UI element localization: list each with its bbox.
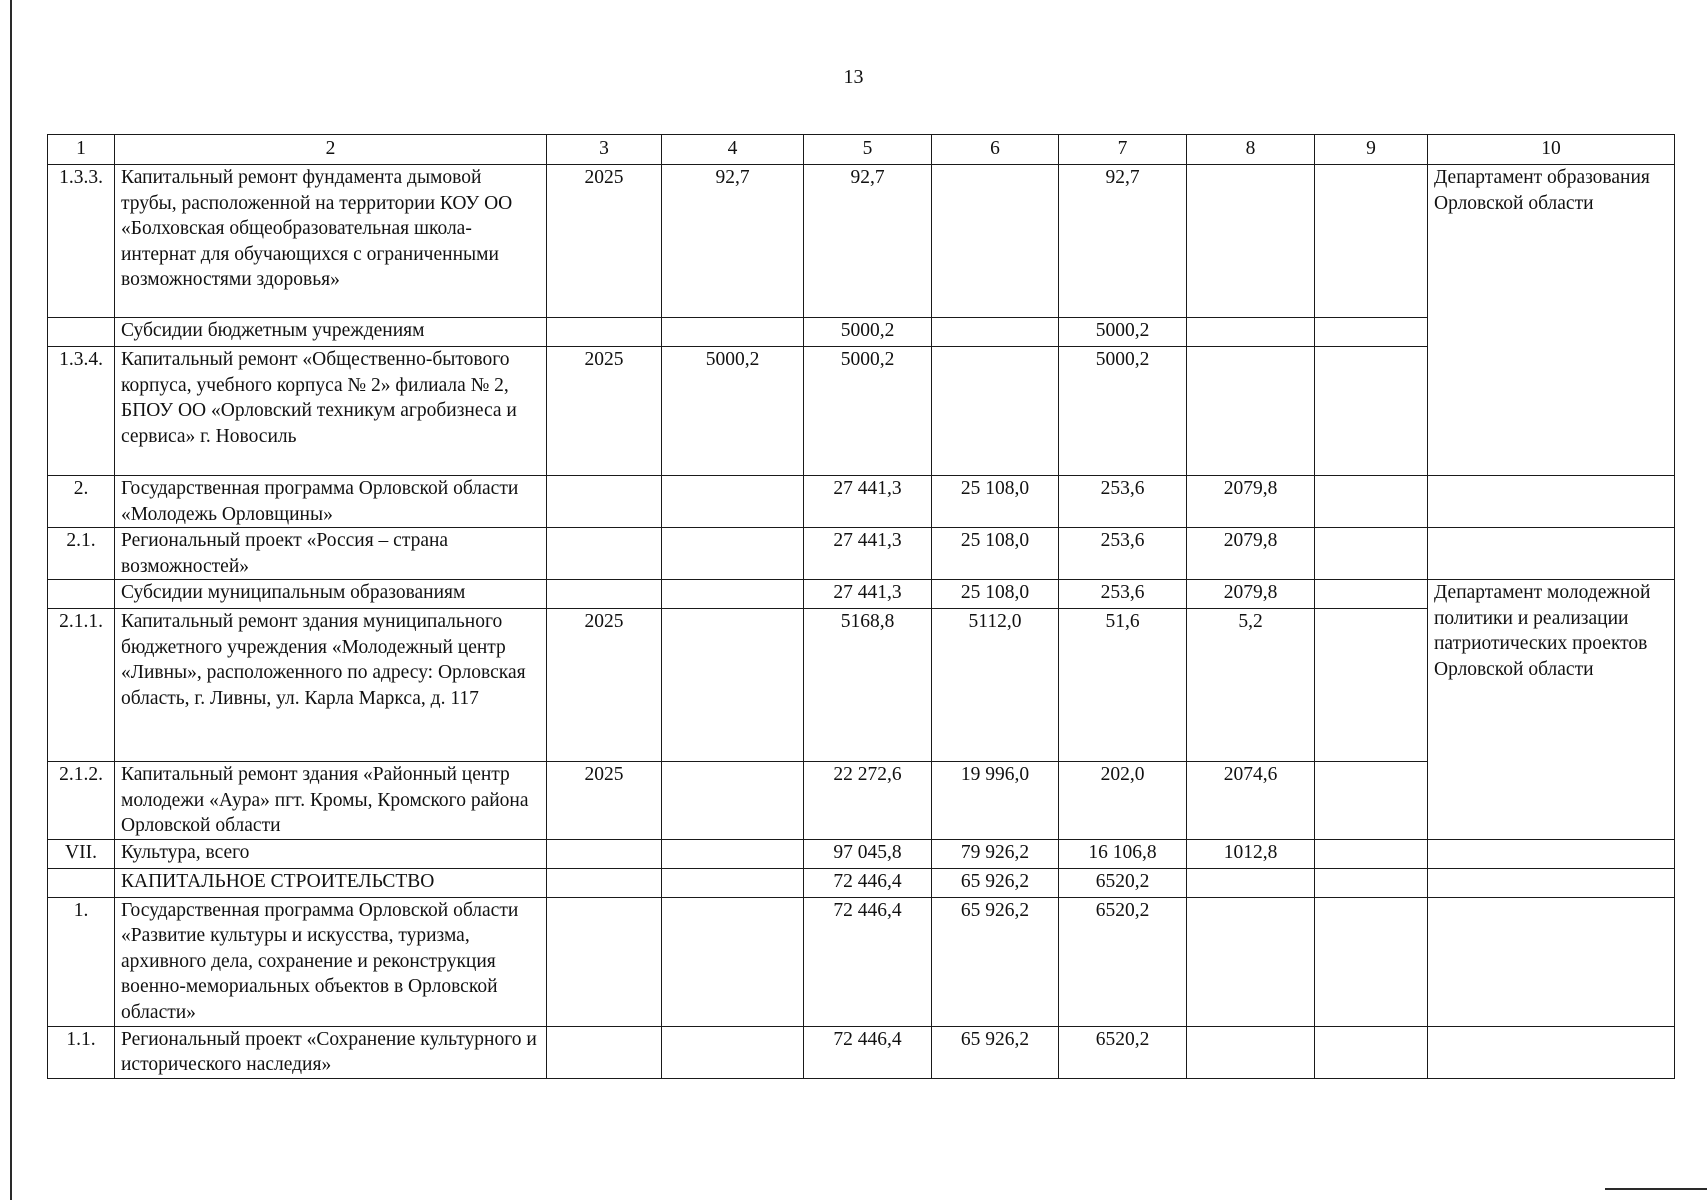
row-number: 1.1. [48, 1026, 115, 1078]
row-value-col7: 253,6 [1059, 528, 1187, 580]
row-value-col8 [1187, 318, 1315, 347]
row-value-col9 [1315, 528, 1428, 580]
header-cell: 3 [547, 135, 662, 165]
row-value-col9 [1315, 165, 1428, 318]
row-value-col10 [1428, 897, 1675, 1026]
row-value-col9 [1315, 476, 1428, 528]
row-value-col10 [1428, 476, 1675, 528]
row-value-col6: 19 996,0 [932, 762, 1059, 840]
row-value-col4: 5000,2 [662, 347, 804, 476]
header-cell: 1 [48, 135, 115, 165]
row-number: 2.1.1. [48, 609, 115, 762]
row-value-col6: 25 108,0 [932, 476, 1059, 528]
row-value-col7: 5000,2 [1059, 347, 1187, 476]
row-value-col5: 72 446,4 [804, 868, 932, 897]
row-value-col4: 92,7 [662, 165, 804, 318]
row-value-col4 [662, 1026, 804, 1078]
header-cell: 5 [804, 135, 932, 165]
budget-table [47, 134, 1675, 1079]
row-value-col6: 65 926,2 [932, 1026, 1059, 1078]
row-value-col6 [932, 347, 1059, 476]
row-number: 1.3.3. [48, 165, 115, 318]
row-name: КАПИТАЛЬНОЕ СТРОИТЕЛЬСТВО [115, 868, 547, 897]
table-row [48, 1026, 1675, 1078]
row-value-col8: 5,2 [1187, 609, 1315, 762]
row-value-col4 [662, 528, 804, 580]
row-value-col5: 5000,2 [804, 347, 932, 476]
row-number [48, 580, 115, 609]
header-cell: 10 [1428, 135, 1675, 165]
row-year [547, 897, 662, 1026]
row-value-col5: 97 045,8 [804, 839, 932, 868]
row-year: 2025 [547, 347, 662, 476]
row-value-col4 [662, 762, 804, 840]
row-name: Региональный проект «Сохранение культурного и исторического наследия» [115, 1026, 547, 1078]
row-number: 1. [48, 897, 115, 1026]
row-value-col7: 51,6 [1059, 609, 1187, 762]
row-value-col6: 65 926,2 [932, 868, 1059, 897]
row-value-col4 [662, 476, 804, 528]
row-value-col10 [1428, 528, 1675, 580]
responsible-department: Департамент молодежной политики и реализации патриотических проектов Орловской области [1428, 580, 1675, 840]
header-cell: 6 [932, 135, 1059, 165]
header-cell: 4 [662, 135, 804, 165]
row-name: Капитальный ремонт здания «Районный центр молодежи «Аура» пгт. Кромы, Кромского района Орловской области [115, 762, 547, 840]
row-name: Капитальный ремонт «Общественно-бытового корпуса, учебного корпуса № 2» филиала № 2, БПОУ ОО «Орловский техникум агробизнеса и сервиса» г. Новосиль [115, 347, 547, 476]
row-value-col10 [1428, 868, 1675, 897]
row-value-col5: 22 272,6 [804, 762, 932, 840]
row-value-col8 [1187, 868, 1315, 897]
row-value-col7: 6520,2 [1059, 1026, 1187, 1078]
row-value-col7: 16 106,8 [1059, 839, 1187, 868]
row-value-col5: 5000,2 [804, 318, 932, 347]
header-cell: 9 [1315, 135, 1428, 165]
row-value-col8 [1187, 897, 1315, 1026]
row-name: Государственная программа Орловской области «Развитие культуры и искусства, туризма, архивного дела, сохранение и реконструкция военно-мемориальных объектов в Орловской области» [115, 897, 547, 1026]
row-value-col4 [662, 580, 804, 609]
header-cell: 7 [1059, 135, 1187, 165]
row-year [547, 1026, 662, 1078]
row-value-col6 [932, 318, 1059, 347]
row-value-col8 [1187, 1026, 1315, 1078]
row-value-col8: 2079,8 [1187, 580, 1315, 609]
row-value-col6: 25 108,0 [932, 580, 1059, 609]
row-value-col4 [662, 868, 804, 897]
row-value-col9 [1315, 609, 1428, 762]
table-row [48, 580, 1675, 609]
row-year [547, 839, 662, 868]
row-number: VII. [48, 839, 115, 868]
page-edge-line [1605, 1188, 1707, 1190]
row-number: 2.1. [48, 528, 115, 580]
row-value-col8: 2079,8 [1187, 476, 1315, 528]
row-value-col6: 25 108,0 [932, 528, 1059, 580]
row-year: 2025 [547, 165, 662, 318]
row-name: Капитальный ремонт фундамента дымовой трубы, расположенной на территории КОУ ОО «Болховская общеобразовательная школа-интернат для обучающихся с ограниченными возможностями здоровья» [115, 165, 547, 318]
table-row [48, 839, 1675, 868]
row-value-col9 [1315, 347, 1428, 476]
row-value-col5: 5168,8 [804, 609, 932, 762]
row-value-col7: 92,7 [1059, 165, 1187, 318]
row-year [547, 580, 662, 609]
row-value-col9 [1315, 318, 1428, 347]
table-row [48, 868, 1675, 897]
row-value-col9 [1315, 839, 1428, 868]
row-name: Государственная программа Орловской области «Молодежь Орловщины» [115, 476, 547, 528]
row-value-col9 [1315, 762, 1428, 840]
row-value-col7: 253,6 [1059, 580, 1187, 609]
row-value-col8 [1187, 165, 1315, 318]
row-value-col4 [662, 839, 804, 868]
responsible-department: Департамент образования Орловской области [1428, 165, 1675, 476]
row-value-col5: 72 446,4 [804, 1026, 932, 1078]
row-value-col10 [1428, 839, 1675, 868]
row-value-col6: 65 926,2 [932, 897, 1059, 1026]
row-value-col6: 79 926,2 [932, 839, 1059, 868]
row-value-col4 [662, 318, 804, 347]
row-value-col8: 2074,6 [1187, 762, 1315, 840]
row-value-col8: 2079,8 [1187, 528, 1315, 580]
row-number: 2.1.2. [48, 762, 115, 840]
page-number: 13 [843, 66, 864, 88]
row-value-col4 [662, 609, 804, 762]
row-value-col7: 6520,2 [1059, 868, 1187, 897]
row-number: 2. [48, 476, 115, 528]
row-value-col5: 27 441,3 [804, 580, 932, 609]
row-value-col8: 1012,8 [1187, 839, 1315, 868]
row-year [547, 476, 662, 528]
row-value-col5: 92,7 [804, 165, 932, 318]
header-cell: 2 [115, 135, 547, 165]
row-value-col5: 27 441,3 [804, 528, 932, 580]
row-value-col9 [1315, 868, 1428, 897]
row-name: Региональный проект «Россия – страна возможностей» [115, 528, 547, 580]
row-value-col7: 253,6 [1059, 476, 1187, 528]
row-value-col10 [1428, 1026, 1675, 1078]
table-row [48, 165, 1675, 318]
row-value-col9 [1315, 897, 1428, 1026]
row-name: Культура, всего [115, 839, 547, 868]
row-number [48, 318, 115, 347]
row-value-col7: 6520,2 [1059, 897, 1187, 1026]
row-name: Субсидии бюджетным учреждениям [115, 318, 547, 347]
row-value-col9 [1315, 1026, 1428, 1078]
row-value-col4 [662, 897, 804, 1026]
row-value-col9 [1315, 580, 1428, 609]
row-year [547, 318, 662, 347]
table-row [48, 476, 1675, 528]
row-year: 2025 [547, 762, 662, 840]
header-cell: 8 [1187, 135, 1315, 165]
table-row [48, 897, 1675, 1026]
row-value-col8 [1187, 347, 1315, 476]
header-row [48, 135, 1675, 165]
row-year [547, 868, 662, 897]
table-row [48, 528, 1675, 580]
row-number: 1.3.4. [48, 347, 115, 476]
row-value-col6: 5112,0 [932, 609, 1059, 762]
row-year: 2025 [547, 609, 662, 762]
row-number [48, 868, 115, 897]
row-value-col7: 202,0 [1059, 762, 1187, 840]
page-edge-line [10, 0, 12, 1200]
row-name: Субсидии муниципальным образованиям [115, 580, 547, 609]
row-value-col5: 72 446,4 [804, 897, 932, 1026]
row-year [547, 528, 662, 580]
row-value-col7: 5000,2 [1059, 318, 1187, 347]
row-value-col6 [932, 165, 1059, 318]
row-value-col5: 27 441,3 [804, 476, 932, 528]
row-name: Капитальный ремонт здания муниципального бюджетного учреждения «Молодежный центр «Ливны», расположенного по адресу: Орловская область, г. Ливны, ул. Карла Маркса, д. 117 [115, 609, 547, 762]
